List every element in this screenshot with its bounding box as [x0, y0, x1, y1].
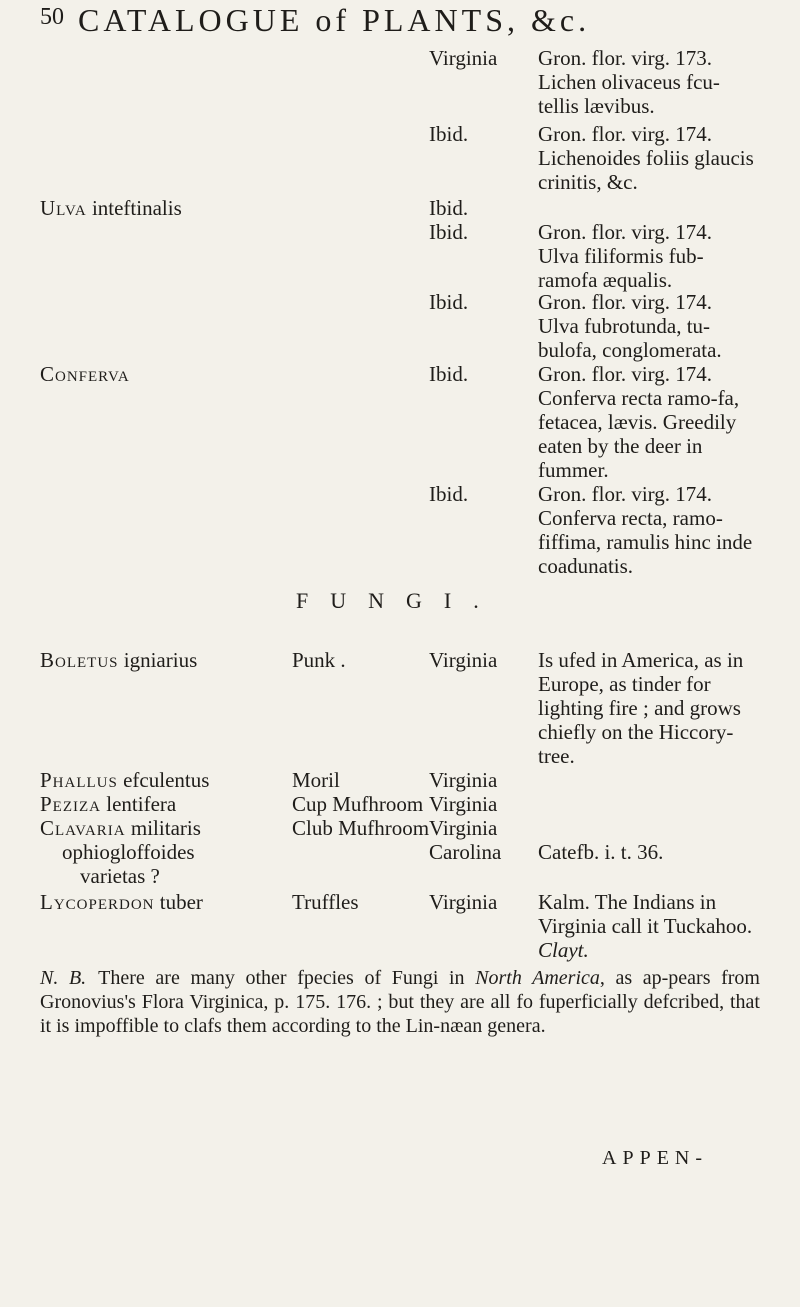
plant-name [40, 196, 182, 221]
species-epithet: igniarius [123, 648, 198, 672]
plant-name [40, 890, 203, 915]
entry-place: Ibid. [429, 362, 469, 386]
species-epithet: lentifera [106, 792, 177, 816]
species-epithet: efculentus [123, 768, 210, 792]
plant-name [40, 768, 209, 793]
entry-reference [538, 890, 758, 962]
entry-place: Ibid. [429, 482, 469, 506]
variety-note: varietas ? [80, 864, 160, 888]
plant-name [40, 816, 201, 841]
entry-place: Carolina [429, 840, 502, 864]
entry-place: Ibid. [429, 122, 469, 146]
entry-reference: Gron. flor. virg. 174. Ulva filiformis fub-ramofa æqualis. [538, 220, 713, 292]
genus-name: Lycoperdon [40, 890, 155, 914]
plant-name [40, 792, 176, 817]
entry-reference: Gron. flor. virg. 174. Conferva recta, ramo-fiffima, ramulis hinc inde coadunatis. [538, 482, 753, 578]
genus-name: Phallus [40, 768, 118, 792]
page-number: 50 [40, 4, 64, 30]
entry-reference: Gron. flor. virg. 174. Ulva fubrotunda, tu-bulofa, conglomerata. [538, 290, 722, 362]
entry-place: Virginia [429, 46, 498, 70]
common-name: Cup Mufhroom [292, 792, 424, 816]
reference-text: Kalm. The Indians in Virginia call it Tuckahoo. [538, 890, 753, 938]
plant-name [40, 648, 197, 673]
entry-place: Virginia [429, 792, 498, 816]
running-title: CATALOGUE of PLANTS, &c. [78, 2, 591, 38]
entry-reference: Is ufed in America, as in Europe, as tinder for lighting fire ; and grows chiefly on the Hiccory-tree. [538, 648, 744, 768]
species-epithet: inteftinalis [91, 196, 182, 220]
variety-name: ophiogloffoides [62, 840, 195, 864]
species-epithet: militaris [130, 816, 201, 840]
entry-place: Virginia [429, 816, 498, 840]
common-name: Moril [292, 768, 340, 792]
genus-name: Ulva [40, 196, 87, 220]
entry-place: Virginia [429, 648, 498, 672]
note-text-1: There are many other fpecies of Fungi in [98, 967, 476, 989]
genus-name: Conferva [40, 362, 130, 386]
nota-bene-label: N. B. [40, 967, 87, 989]
genus-name: Boletus [40, 648, 119, 672]
entry-place: Virginia [429, 768, 498, 792]
common-name: Truffles [292, 890, 359, 914]
entry-reference: Gron. flor. virg. 173. Lichen olivaceus fcu-tellis lævibus. [538, 46, 720, 118]
entry-place: Ibid. [429, 220, 469, 244]
entry-place: Virginia [429, 890, 498, 914]
entry-place: Ibid. [429, 196, 469, 220]
entry-reference: Catefb. i. t. 36. [538, 840, 664, 864]
species-epithet: tuber [159, 890, 203, 914]
genus-name: Peziza [40, 792, 101, 816]
nota-bene-paragraph [40, 966, 760, 1038]
plant-name [40, 362, 130, 387]
entry-reference: Gron. flor. virg. 174. Lichenoides foliis glaucis crinitis, &c. [538, 122, 754, 194]
reference-author: Clayt. [538, 938, 589, 962]
common-name: Club Mufhroom [292, 816, 430, 840]
section-heading-fungi: FUNGI. [296, 588, 501, 613]
entry-reference: Gron. flor. virg. 174. Conferva recta ramo-fa, fetacea, lævis. Greedily eaten by the deer in fummer. [538, 362, 740, 482]
note-italic-1: North America [475, 967, 600, 989]
common-name: Punk . [292, 648, 346, 672]
catchword: APPEN- [602, 1147, 709, 1169]
note-text-2: , as ap-pears from Gronovius's Flora Virginica, p. 175. 176. ; but they are all fo fuperficially defcribed, that it is impoffible to clafs them according to the Lin-næan genera. [40, 967, 760, 1037]
genus-name: Clavaria [40, 816, 126, 840]
entry-place: Ibid. [429, 290, 469, 314]
